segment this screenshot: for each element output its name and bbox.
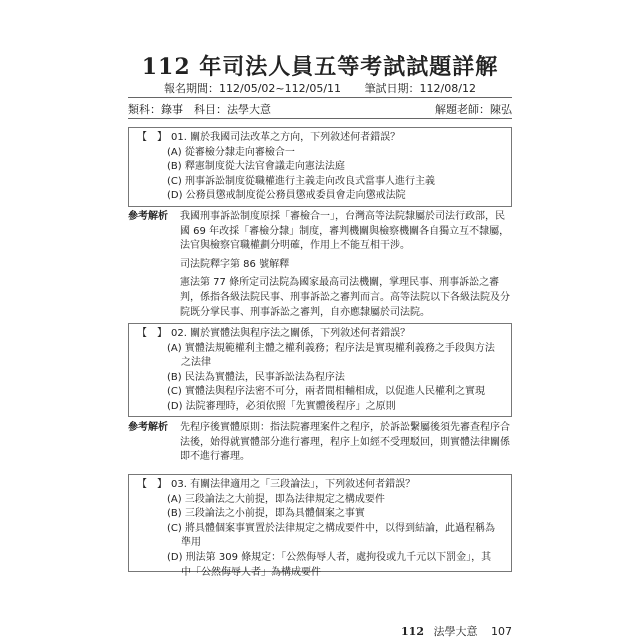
- option-d: (D) 公務員懲戒制度從公務員懲戒委員會走向懲戒法院: [167, 190, 406, 202]
- subject-info: 類科：錄事 科目：法學大意: [128, 103, 271, 116]
- answer-bracket: 【 】: [137, 132, 167, 143]
- explanation-paragraph: 憲法第 77 條所定司法院為國家最高司法機關，掌理民事、刑事訴訟之審判，係指各級法院民事、刑事訴訟之審判而言。高等法院以下各級法院及分院既分掌民事、刑事訴訟之審判，自亦應隸屬於司法院。: [180, 277, 510, 318]
- option-b: (B) 釋憲制度從大法官會議走向憲法法庭: [167, 161, 345, 173]
- question-stem-row: [137, 478, 501, 493]
- footer-subject: 法學大意: [433, 625, 478, 638]
- option-d: (D) 法院審理時，必須依照「先實體後程序」之原則: [167, 400, 396, 412]
- page-footer: [401, 623, 512, 639]
- answer-explanation: [128, 421, 512, 469]
- answer-bracket: 【 】: [137, 479, 167, 490]
- question-box: [128, 127, 512, 207]
- header-rule: [128, 97, 512, 98]
- option-c: (C) 刑事訴訟制度從職權進行主義走向改良式當事人進行主義: [167, 175, 435, 187]
- option-c: (C) 實體法與程序法密不可分，兩者間相輔相成，以促進人民權利之實現: [167, 386, 485, 398]
- question-stem-row: [137, 327, 501, 342]
- explanation-paragraph: 司法院釋字第 86 號解釋: [180, 258, 290, 270]
- page-title: 112 年司法人員五等考試試題詳解: [141, 54, 499, 80]
- registration-period: 報名期間：112/05/02~112/05/11: [164, 82, 342, 95]
- option-a: (A) 實體法規範權利主體之權利義務；程序法是實現權利義務之手段與方法之法律: [167, 342, 495, 369]
- option-b: (B) 民法為實體法，民事訴訟法為程序法: [167, 371, 345, 383]
- answer-bracket: 【 】: [137, 328, 167, 339]
- question-box: [128, 323, 512, 417]
- exam-date: 筆試日期：112/08/12: [364, 82, 476, 95]
- answer-explanation: [128, 210, 512, 324]
- option-d: (D) 刑法第 309 條規定：「公然侮辱人者，處拘役或九千元以下罰金」，其中「公然侮辱人者」為構成要件: [167, 551, 492, 578]
- explanation-paragraph: 先程序後實體原則：指法院審理案件之程序，於訴訟繫屬後須先審查程序合法後，始得就實體部分進行審理，程序上如經不受理駁回，則實體法律關係即不進行審理。: [180, 422, 510, 463]
- question-stem: 01. 關於我國司法改革之方向，下列敘述何者錯誤？: [171, 132, 401, 143]
- explanation-label: 參考解析: [128, 211, 168, 222]
- exam-dates: [0, 80, 640, 96]
- explanation-label: 參考解析: [128, 422, 168, 433]
- option-a: (A) 三段論法之大前提，即為法律規定之構成要件: [167, 493, 385, 505]
- question-stem: 03. 有關法律適用之「三段論法」，下列敘述何者錯誤？: [171, 479, 416, 490]
- option-a: (A) 從審檢分隸走向審檢合一: [167, 146, 295, 158]
- explanation-paragraph: 我國刑事訴訟制度原採「審檢合一」，台灣高等法院隸屬於司法行政部，民國 69 年改採「審檢分隸」制度，審判機關與檢察機關各自獨立互不隸屬，法官與檢察官職權劃分明確，作用上不能互相干涉。: [180, 211, 510, 252]
- option-c: (C) 將具體個案事實置於法律規定之構成要件中，以得到結論，此過程稱為準用: [167, 522, 495, 549]
- option-b: (B) 三段論法之小前提，即為具體個案之事實: [167, 508, 365, 520]
- question-box: [128, 474, 512, 578]
- teacher-info: 解題老師：陳弘: [435, 103, 512, 116]
- question-stem-row: [137, 131, 501, 146]
- meta-rule: [128, 118, 512, 119]
- question-stem: 02. 關於實體法與程序法之關係，下列敘述何者錯誤？: [171, 328, 411, 339]
- page-number: 107: [491, 625, 512, 638]
- book-number: 112: [401, 625, 424, 638]
